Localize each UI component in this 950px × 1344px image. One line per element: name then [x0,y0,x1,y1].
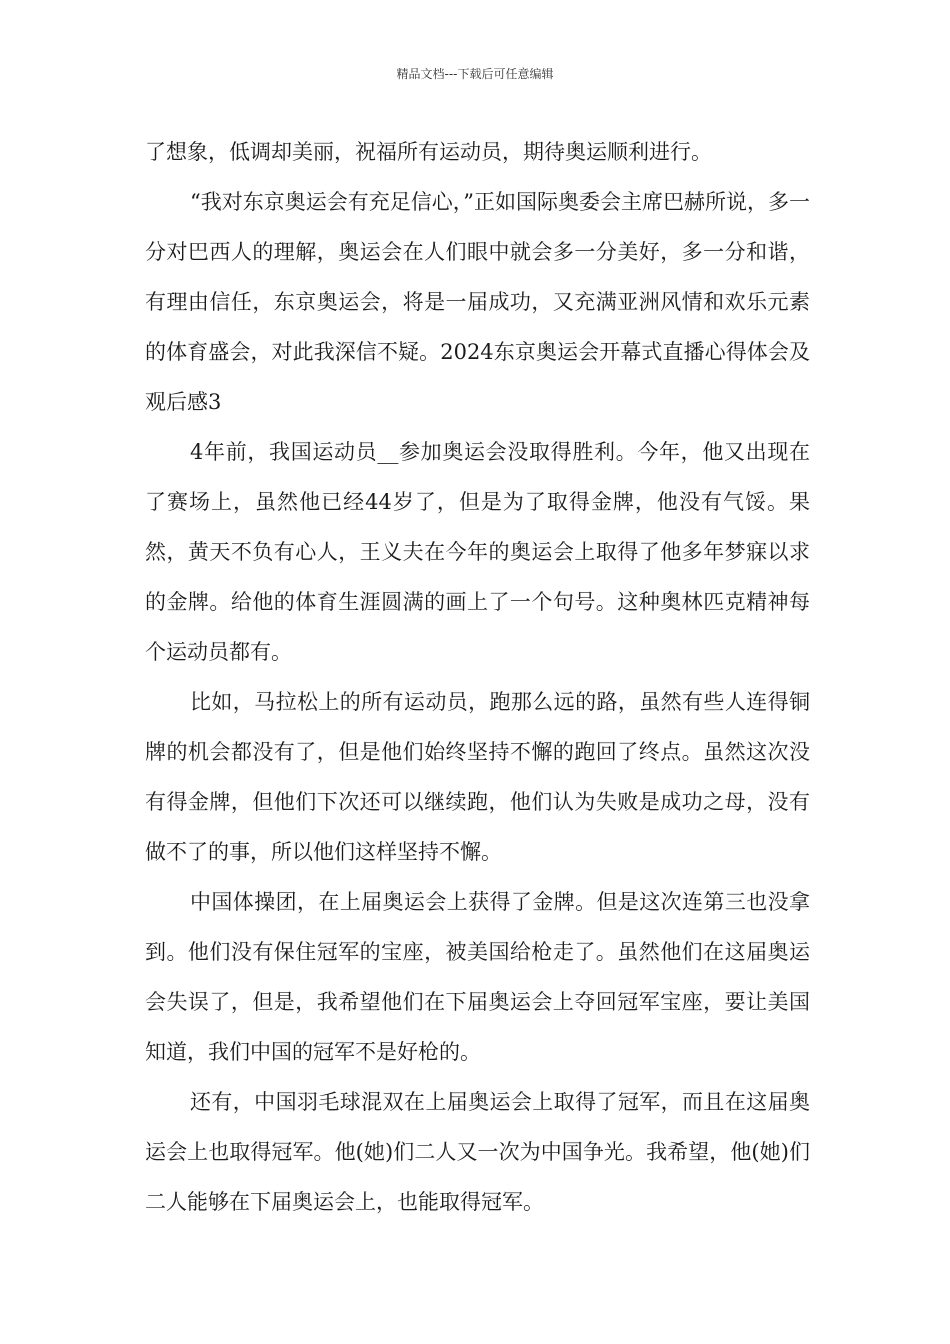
paragraph-4: 比如，马拉松上的所有运动员，跑那么远的路，虽然有些人连得铜牌的机会都没有了，但是他们始终坚持不懈的跑回了终点。虽然这次没有得金牌，但他们下次还可以继续跑，他们认为失败是成功之母，没有做不了的事，所以他们这样坚持不懈。 [145,690,810,864]
paragraph-3: 4年前，我国运动员__参加奥运会没取得胜利。今年，他又出现在了赛场上，虽然他已经44岁了，但是为了取得金牌，他没有气馁。果然，黄天不负有心人，王义夫在今年的奥运会上取得了他多年梦寐以求的金牌。给他的体育生涯圆满的画上了一个句号。这种奥林匹克精神每个运动员都有。 [145,440,810,664]
paragraph-5: 中国体操团，在上届奥运会上获得了金牌。但是这次连第三也没拿到。他们没有保住冠军的宝座，被美国给枪走了。虽然他们在这届奥运会失误了，但是，我希望他们在下届奥运会上夺回冠军宝座，要让美国知道，我们中国的冠军不是好枪的。 [145,890,810,1064]
paragraph-2: “我对东京奥运会有充足信心，”正如国际奥委会主席巴赫所说，多一分对巴西人的理解，奥运会在人们眼中就会多一分美好，多一分和谐，有理由信任，东京奥运会，将是一届成功，又充满亚洲风情和欢乐元素的体育盛会，对此我深信不疑。2024东京奥运会开幕式直播心得体会及观后感3 [145,190,810,414]
document-body [145,127,810,1227]
paragraph-6: 还有，中国羽毛球混双在上届奥运会上取得了冠军，而且在这届奥运会上也取得冠军。他(她)们二人又一次为中国争光。我希望，他(她)们二人能够在下届奥运会上，也能取得冠军。 [145,1090,810,1214]
page-header: 精品文档---下载后可任意编辑 [396,67,554,81]
paragraph-1: 了想象，低调却美丽，祝福所有运动员，期待奥运顺利进行。 [145,140,712,164]
